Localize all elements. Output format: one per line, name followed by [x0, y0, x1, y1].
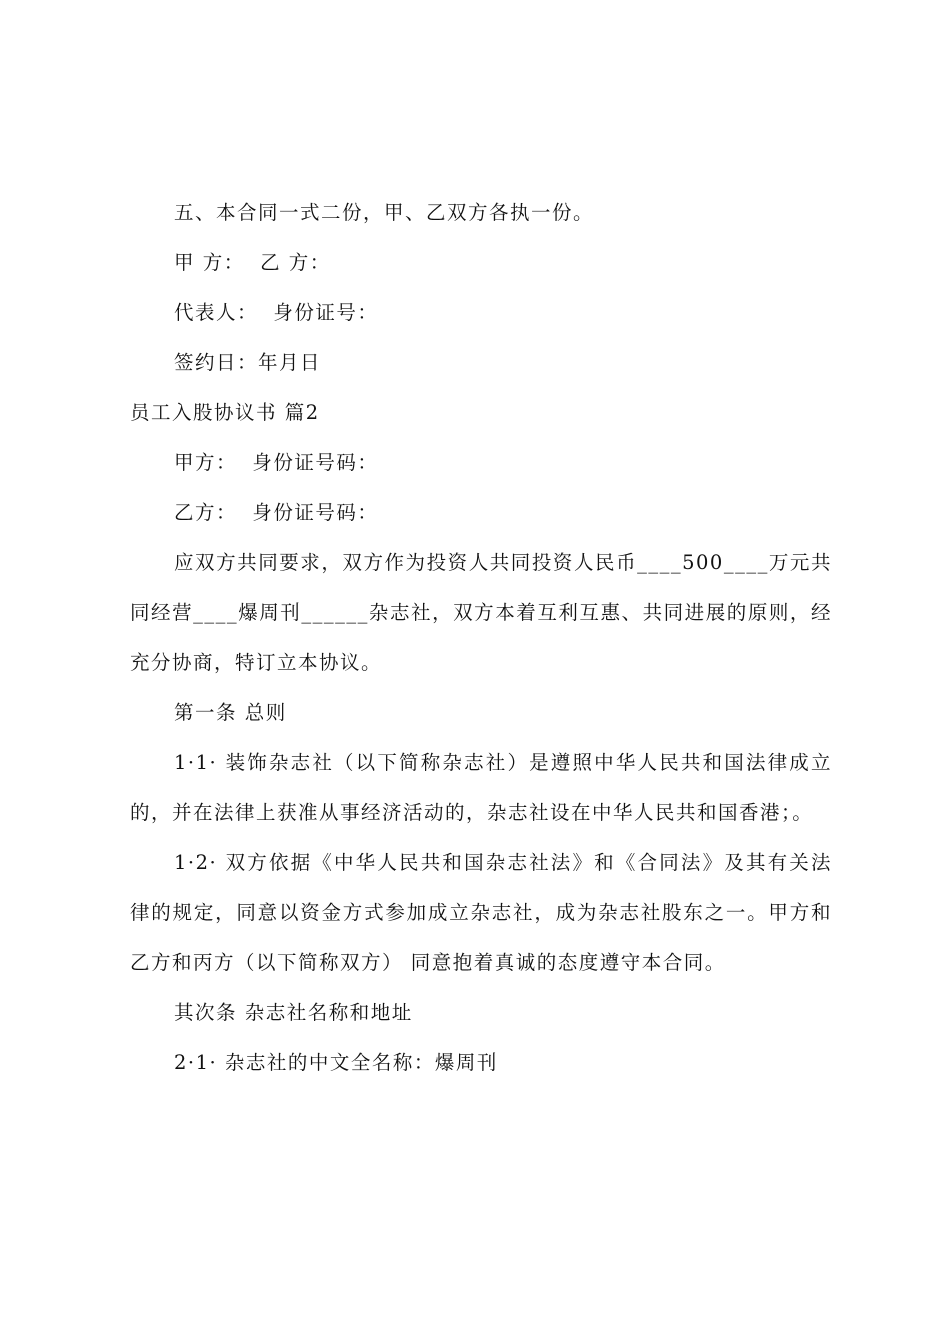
article-two-heading: 其次条 杂志社名称和地址: [174, 1001, 413, 1024]
clause-1-1: 1·1· 装饰杂志社（以下简称杂志社）是遵照中华人民共和国法律成立的，并在法律上获准从事经济活动的，杂志社设在中华人民共和国香港；。: [130, 751, 832, 824]
party-b-line: 乙方： 身份证号码：: [174, 501, 379, 524]
clause-2-1: 2·1· 杂志社的中文全名称：爆周刊: [174, 1051, 498, 1074]
section-heading: 员工入股协议书 篇2: [130, 401, 320, 424]
document-body: [130, 188, 832, 1088]
signing-date-line: 签约日：年月日: [174, 351, 322, 374]
article-one-heading: 第一条 总则: [174, 701, 287, 724]
party-a-line: 甲方： 身份证号码：: [174, 451, 379, 474]
party-signature-line: 甲 方： 乙 方：: [174, 251, 331, 274]
clause-1-2: 1·2· 双方依据《中华人民共和国杂志社法》和《合同法》及其有关法律的规定，同意以资金方式参加成立杂志社，成为杂志社股东之一。甲方和乙方和丙方（以下简称双方） 同意抱着真诚的态度遵守本合同。: [130, 851, 832, 974]
representative-line: 代表人： 身份证号：: [174, 301, 379, 324]
clause-five: 五、本合同一式二份，甲、乙双方各执一份。: [174, 201, 595, 224]
preamble-paragraph: 应双方共同要求，双方作为投资人共同投资人民币____500____万元共同经营____爆周刊______杂志社，双方本着互利互惠、共同进展的原则，经充分协商，特订立本协议。: [130, 551, 832, 674]
